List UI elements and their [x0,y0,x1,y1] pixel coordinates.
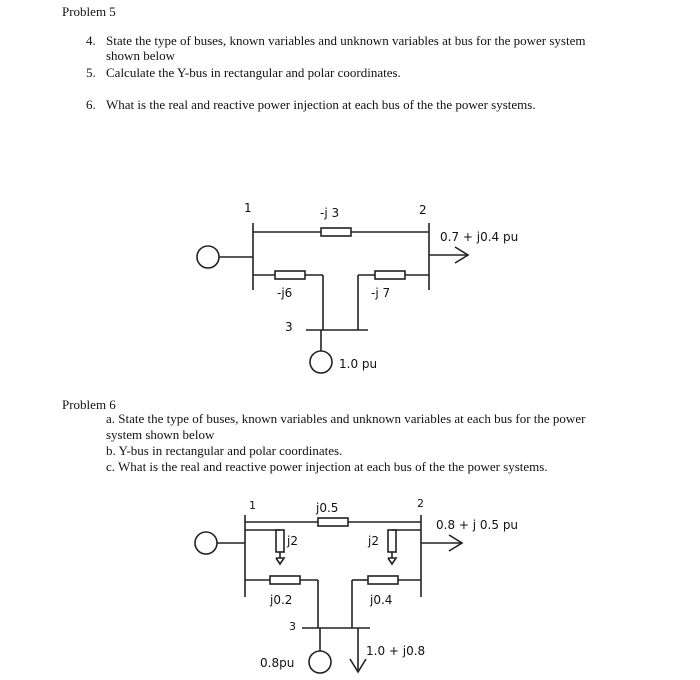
p6-impedance-2-3-icon [368,576,398,584]
p5-gen-bus3-label: 1.0 pu [339,357,378,371]
problem-5-item-5-text: Calculate the Y-bus in rectangular and polar coordinates. [106,65,401,80]
p5-bus1-label: 1 [244,201,252,215]
p5-bus2-label: 2 [419,203,427,217]
problem-5-heading: Problem 5 [62,4,116,19]
p6-shunt2-label: j2 [368,534,379,548]
p6-line12-label: j0.5 [316,501,339,515]
p6-bus3-label: 3 [289,620,296,633]
p5-bus3-label: 3 [285,320,293,334]
p5-line13-label: -j6 [277,286,293,300]
p6-impedance-1-3-icon [270,576,300,584]
p6-bus2-label: 2 [417,497,424,510]
p6-line13-label: j0.2 [270,593,293,607]
p5-load-bus2-label: 0.7 + j0.4 pu [440,230,519,244]
p6-impedance-1-2-icon [318,518,348,526]
p6-ground-bus2-icon [388,558,396,564]
p6-bus1-label: 1 [249,499,256,512]
p6-shunt1-label: j2 [287,534,298,548]
p6-shunt-bus2-icon [388,530,396,552]
problem-5-item-6-number: 6. [86,97,96,112]
problem-5-item-6-text: What is the real and reactive power injection at each bus of the the power systems. [106,97,536,112]
p6-generator-bus3-icon [309,651,331,673]
problem-6-item-a-line1: a. State the type of buses, known variables and unknown variables at each bus for the power [106,411,586,426]
p6-ground-bus1-icon [276,558,284,564]
problem-6-item-a-line2: system shown below [106,427,215,442]
p5-line23-label: -j 7 [371,286,391,300]
problem-6-item-c-text: c. What is the real and reactive power injection at each bus of the the power systems. [106,459,548,474]
problem-5-item-4-line1: State the type of buses, known variables and unknown variables at bus for the power system [106,33,586,48]
problem-5-item-5-number: 5. [86,65,96,80]
p6-line23-label: j0.4 [370,593,393,607]
p6-gen-bus3-label: 0.8pu [260,656,295,670]
p6-shunt-bus1-icon [276,530,284,552]
problem-6-item-b-text: b. Y-bus in rectangular and polar coordinates. [106,443,343,458]
problem-6-heading: Problem 6 [62,397,116,412]
p6-load-bus3-label: 1.0 + j0.8 [366,644,426,658]
problem-5-item-4-line2: shown below [106,48,175,63]
p5-line12-label: -j 3 [320,206,340,220]
generator-bus1-icon-p6 [195,532,217,554]
problem-5-item-4-number: 4. [86,33,96,48]
p6-load-bus2-label: 0.8 + j 0.5 pu [436,518,519,532]
